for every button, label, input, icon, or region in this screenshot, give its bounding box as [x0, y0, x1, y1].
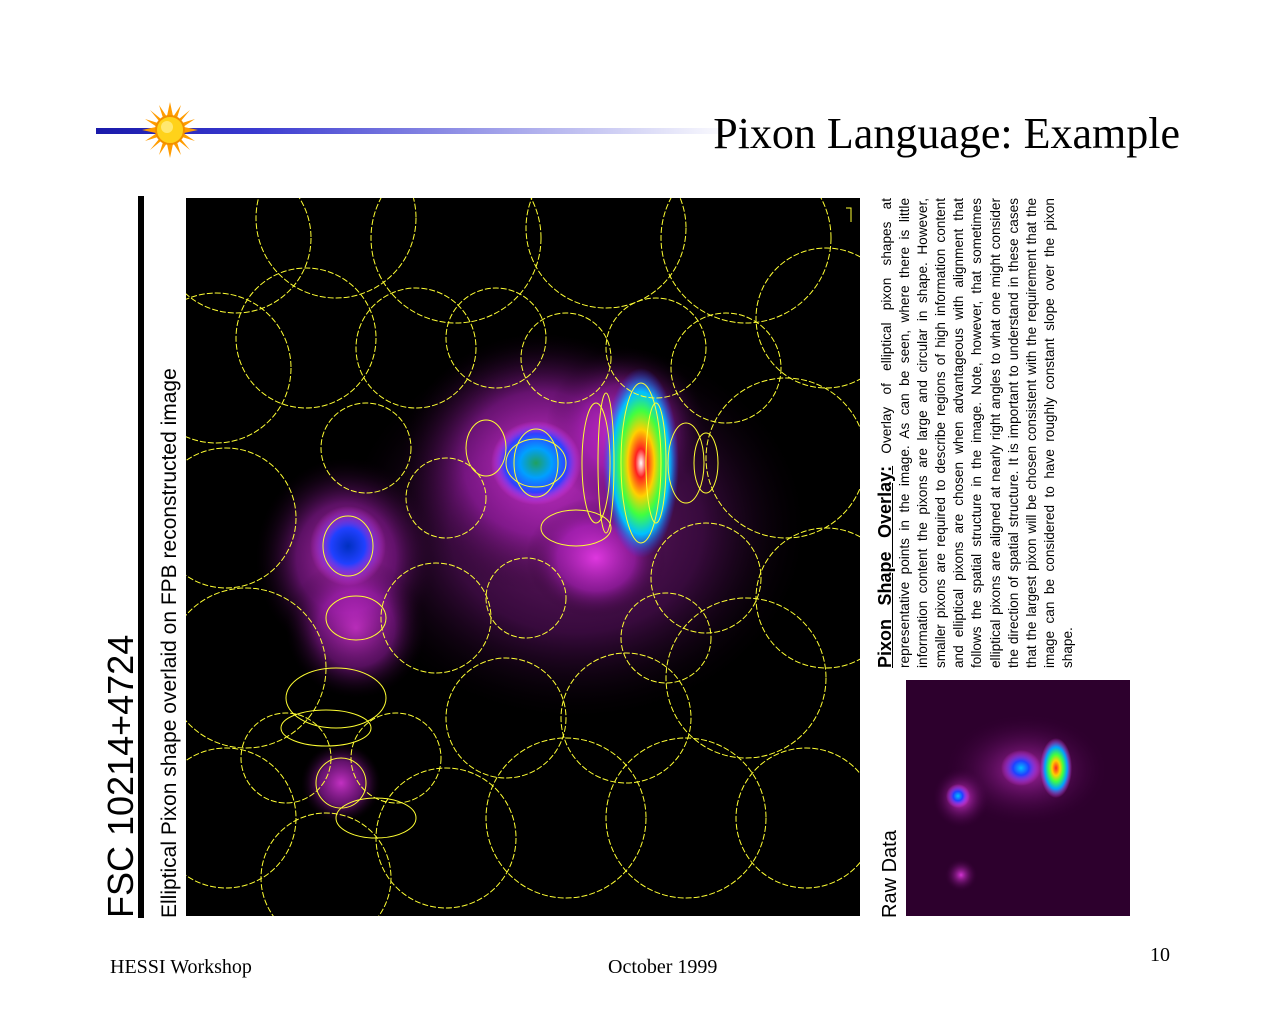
- figure-subtitle: Elliptical Pixon shape overlaid on FPB reconstructed image: [158, 368, 181, 918]
- raw-data-label: Raw Data: [879, 830, 901, 918]
- slide-title: Pixon Language: Example: [713, 109, 1180, 158]
- sun-icon: [142, 102, 198, 158]
- footer-center: October 1999: [608, 956, 718, 978]
- raw-data-image: [906, 680, 1130, 916]
- reconstructed-image: [186, 198, 860, 916]
- description-paragraph: [876, 198, 1128, 668]
- description-heading: Pixon Shape Overlay:: [875, 465, 895, 668]
- description-body: Overlay of elliptical pixon shapes at representative points in the image. As can be seen, where there is little information content the pixons are large and circular in shape. However, smaller pixons are required to describe regions of high information content and elliptical pixons are chosen when advantageous with alignment that follows the spatial structure in the image. Note, however, that sometimes elliptical pixons are aligned at nearly right angles to what one might consider the direction of spatial structure. It is important to understand in these cases that the largest pixon will be chosen consistent with the requirement that the image can be considered to have roughly constant slope over the pixon shape.: [879, 198, 1075, 668]
- footer-left: HESSI Workshop: [110, 956, 252, 978]
- figure-title: FSC 10214+4724: [100, 634, 141, 918]
- page-number: 10: [1150, 944, 1170, 966]
